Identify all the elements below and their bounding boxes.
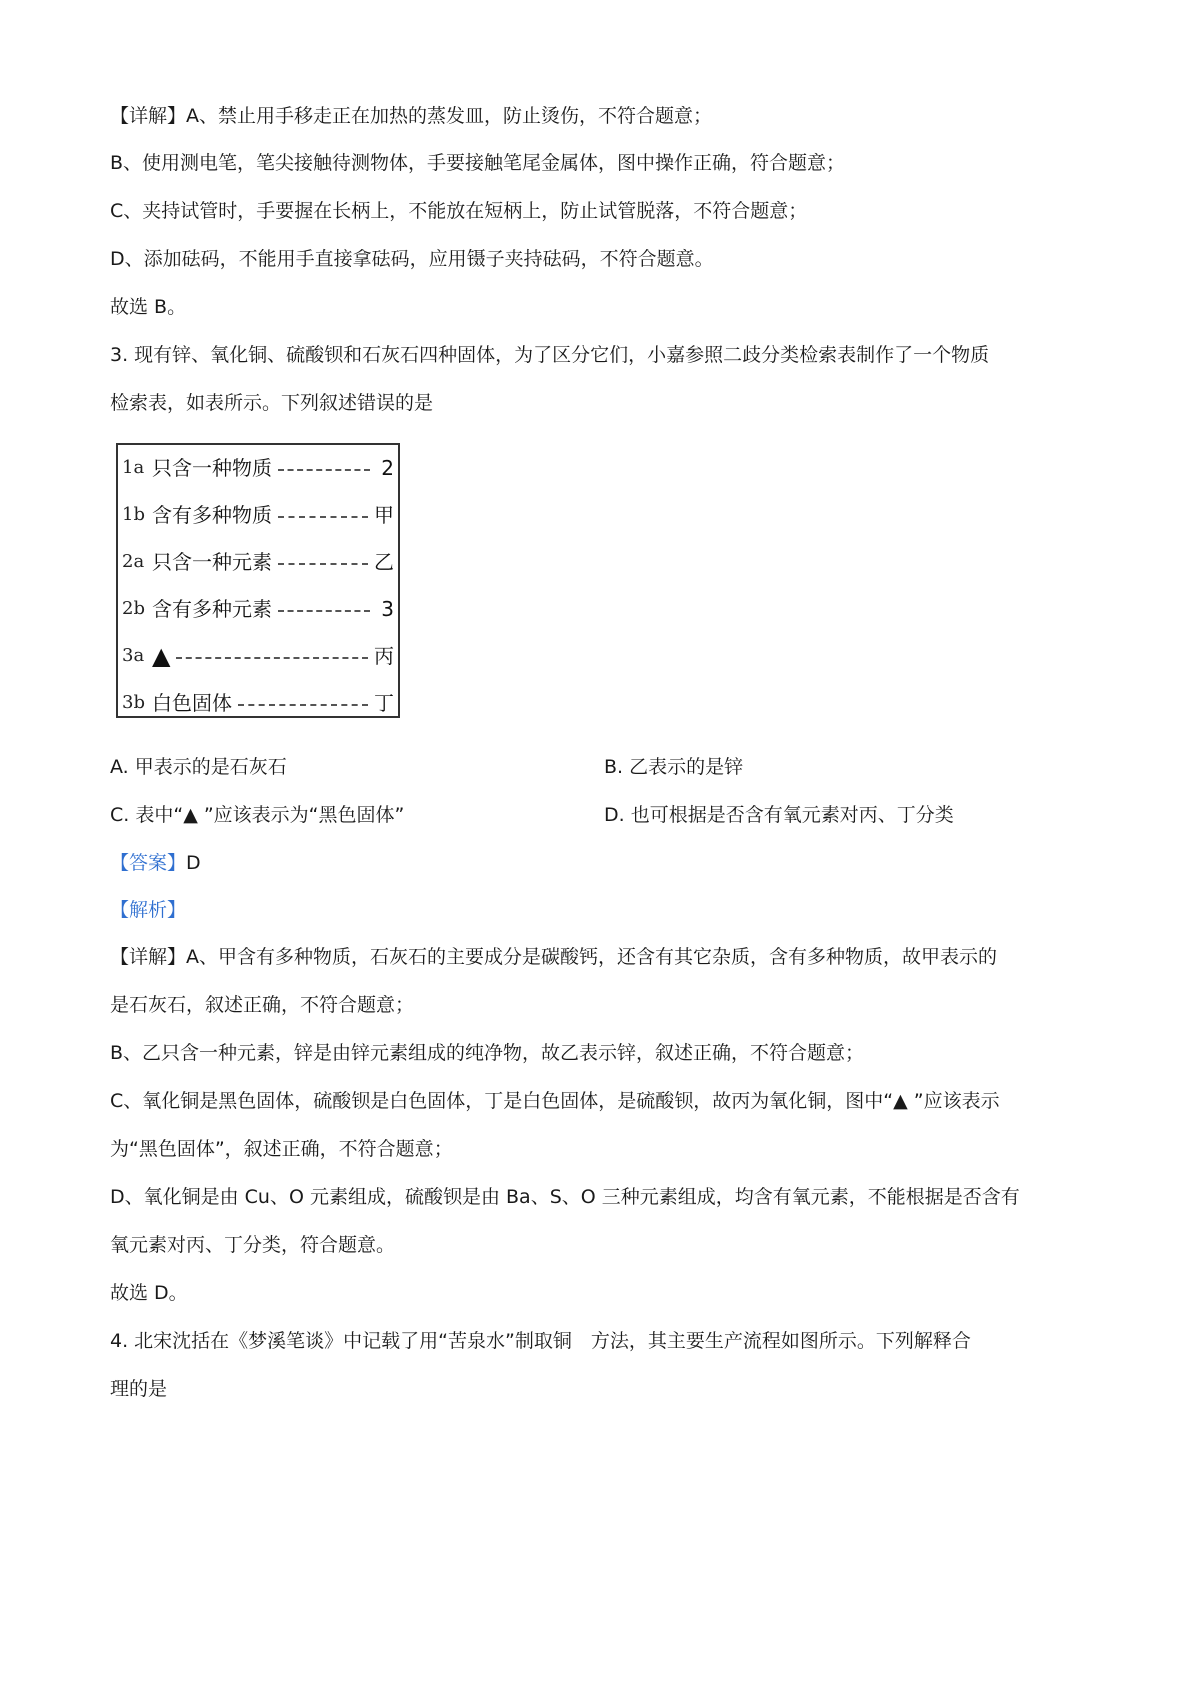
key-row-dashes [278, 516, 368, 518]
q2-explanation-b: B、使用测电笔，笔尖接触待测物体，手要接触笔尾金属体，图中操作正确，符合题意； [110, 152, 846, 174]
q4-stem-line2: 理的是 [110, 1378, 168, 1400]
option-b: B. 乙表示的是锌 [604, 756, 744, 778]
q2-conclusion: 故选 B。 [110, 296, 187, 318]
q3-explanation-c2: 为“黑色固体”，叙述正确，不符合题意； [110, 1138, 453, 1160]
q3-explanation-a1: 【详解】A、甲含有多种物质，石灰石的主要成分是碳酸钙，还含有其它杂质，含有多种物质，故甲表示的 [110, 946, 998, 968]
key-row-code: 1a [122, 457, 145, 478]
key-row-result: 乙 [374, 550, 394, 574]
q2-explanation-c: C、夹持试管时，手要握在长柄上，不能放在短柄上，防止试管脱落，不符合题意； [110, 200, 808, 222]
q3-explanation-d2: 氧元素对丙、丁分类，符合题意。 [110, 1234, 396, 1256]
key-row-code: 2a [122, 551, 145, 572]
key-row-dashes [176, 657, 368, 659]
q3-explanation-a2: 是石灰石，叙述正确，不符合题意； [110, 994, 415, 1016]
key-row-code: 3b [122, 692, 145, 713]
key-row-text: 含有多种物质 [152, 503, 272, 527]
key-row [122, 500, 394, 530]
triangle-icon: ▲ [152, 642, 171, 670]
q3-conclusion: 故选 D。 [110, 1282, 188, 1304]
q3-explanation-d1: D、氧化铜是由 Cu、O 元素组成，硫酸钡是由 Ba、S、O 三种元素组成，均含有氧元素，不能根据是否含有 [110, 1186, 1020, 1208]
dichotomous-key-table [116, 443, 400, 718]
key-row-result: 丁 [374, 691, 394, 715]
key-row-dashes [278, 469, 370, 471]
key-row [122, 641, 394, 671]
key-row-text: 含有多种元素 [152, 597, 272, 621]
key-row-dashes [278, 563, 368, 565]
key-row-result: 甲 [374, 503, 394, 527]
key-row [122, 453, 394, 483]
key-row-dashes [278, 610, 370, 612]
key-row-code: 2b [122, 598, 145, 619]
key-row-text: 白色固体 [152, 691, 232, 715]
key-row [122, 547, 394, 577]
key-row-result: 3 [381, 597, 394, 621]
key-row-result: 丙 [374, 644, 394, 668]
q2-explanation-a: 【详解】A、禁止用手移走正在加热的蒸发皿，防止烫伤，不符合题意； [110, 105, 712, 127]
analysis-label: 【解析】 [110, 899, 187, 921]
key-row-text: 只含一种物质 [152, 456, 272, 480]
key-row-code: 1b [122, 504, 145, 525]
q3-explanation-c1: C、氧化铜是黑色固体，硫酸钡是白色固体，丁是白色固体，是硫酸钡，故丙为氧化铜，图中“▲ ”应该表示 [110, 1090, 1000, 1112]
answer-line [110, 849, 1100, 877]
key-row-dashes [238, 704, 368, 706]
option-c: C. 表中“▲ ”应该表示为“黑色固体” [110, 804, 405, 826]
option-d: D. 也可根据是否含有氧元素对丙、丁分类 [604, 804, 954, 826]
q4-stem-line1: 4. 北宋沈括在《梦溪笔谈》中记载了用“苦泉水”制取铜 方法，其主要生产流程如图所示。下列解释合 [110, 1330, 971, 1352]
q3-stem-line1: 3. 现有锌、氧化铜、硫酸钡和石灰石四种固体，为了区分它们，小嘉参照二歧分类检索表制作了一个物质 [110, 344, 990, 366]
q2-explanation-d: D、添加砝码，不能用手直接拿砝码，应用镊子夹持砝码，不符合题意。 [110, 248, 714, 270]
q3-explanation-b: B、乙只含一种元素，锌是由锌元素组成的纯净物，故乙表示锌，叙述正确，不符合题意； [110, 1042, 865, 1064]
q3-stem-line2: 检索表，如表所示。下列叙述错误的是 [110, 392, 434, 414]
answer-label: 【答案】 [110, 852, 187, 874]
key-row-text: 只含一种元素 [152, 550, 272, 574]
key-row-code: 3a [122, 645, 145, 666]
option-a: A. 甲表示的是石灰石 [110, 756, 287, 778]
key-row [122, 594, 394, 624]
answer-value: D [186, 852, 201, 874]
key-row-result: 2 [381, 456, 394, 480]
key-row [122, 688, 394, 718]
